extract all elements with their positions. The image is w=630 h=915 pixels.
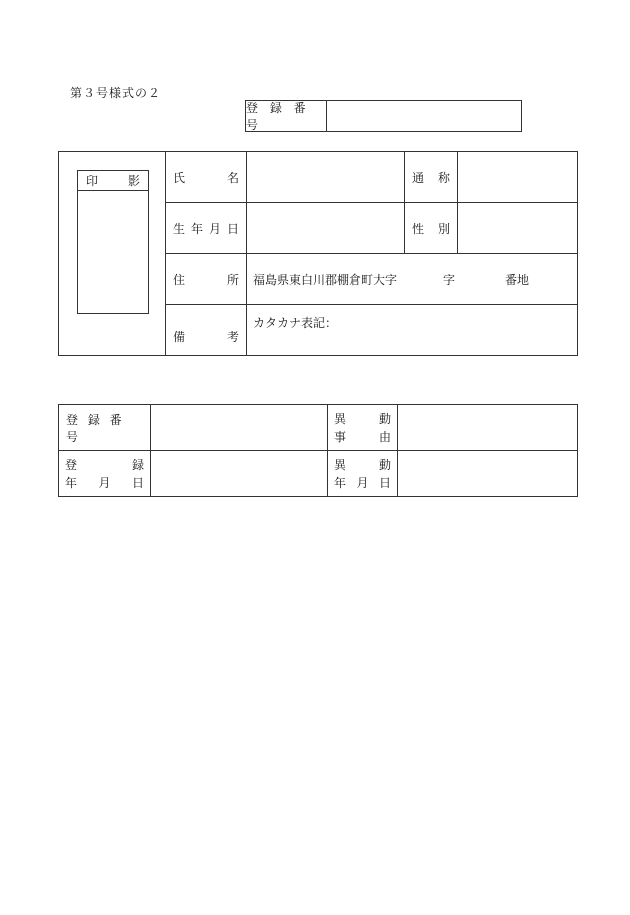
- change-date-label-cell: [328, 451, 398, 497]
- address-label-cell: [166, 254, 247, 305]
- registration-number-field[interactable]: [327, 101, 521, 131]
- reg-date-char: 登: [65, 457, 78, 472]
- sex-label-cell: [405, 203, 458, 254]
- change-date-char: 異: [334, 457, 347, 472]
- birth-label: [166, 220, 246, 237]
- address-prefix: 福島県東白川郡棚倉町大字: [253, 272, 398, 287]
- change-reason-char: 由: [378, 429, 391, 444]
- personal-info-table: [58, 151, 578, 356]
- photo-label: [78, 171, 148, 191]
- birth-label-char: 月: [208, 221, 221, 236]
- remarks-value: カタカナ表記：: [253, 316, 338, 330]
- name-row: [59, 152, 578, 203]
- registration-history-table: [58, 404, 578, 497]
- alias-label-char: 通: [412, 170, 425, 185]
- address-value: [247, 271, 577, 288]
- change-reason-char: 動: [378, 411, 391, 426]
- change-date-char: 月: [356, 475, 369, 490]
- change-date-field[interactable]: [398, 451, 578, 497]
- reg-date-label: [59, 452, 150, 496]
- name-label-cell: [166, 152, 247, 203]
- alias-field[interactable]: [458, 152, 578, 203]
- birth-label-char: 生: [173, 221, 186, 236]
- photo-cell: [59, 152, 166, 356]
- change-reason-label: [328, 406, 397, 450]
- reg-date-char: 月: [98, 475, 111, 490]
- name-label-char: 名: [226, 170, 239, 185]
- address-label-char: 所: [226, 272, 239, 287]
- address-banchi: 番地: [505, 272, 530, 287]
- change-date-char: 日: [378, 475, 391, 490]
- reg-date-field[interactable]: [151, 451, 328, 497]
- remarks-label-char: 考: [226, 329, 239, 344]
- history-row-2: [59, 451, 578, 497]
- name-label-char: 氏: [173, 170, 186, 185]
- sex-label-char: 性: [412, 221, 425, 236]
- name-field[interactable]: [247, 152, 405, 203]
- sex-field[interactable]: [458, 203, 578, 254]
- change-reason-char: 事: [334, 429, 347, 444]
- birth-label-char: 日: [226, 221, 239, 236]
- registration-number-box: [245, 100, 522, 132]
- remarks-field[interactable]: [247, 305, 578, 356]
- remarks-label-cell: [166, 305, 247, 356]
- change-date-char: 年: [334, 475, 347, 490]
- reg-number-label-cell: [59, 405, 151, 451]
- birth-date-field[interactable]: [247, 203, 405, 254]
- form-title: 第３号様式の２: [70, 86, 162, 100]
- remarks-label: [166, 328, 246, 345]
- change-reason-char: 異: [334, 411, 347, 426]
- change-date-char: 動: [378, 457, 391, 472]
- remarks-label-char: 備: [173, 329, 186, 344]
- alias-label-cell: [405, 152, 458, 203]
- reg-number-label: 登 録 番 号: [66, 412, 125, 444]
- reg-date-char: 日: [131, 475, 144, 490]
- photo-label-right: 影: [127, 174, 140, 188]
- registration-number-label: 登 録 番 号: [246, 101, 327, 131]
- address-field[interactable]: [247, 254, 578, 305]
- birth-label-char: 年: [190, 221, 203, 236]
- alias-label-char: 称: [437, 170, 450, 185]
- reg-date-char: 録: [131, 457, 144, 472]
- reg-date-label-cell: [59, 451, 151, 497]
- change-date-label: [328, 452, 397, 496]
- address-aza: 字: [443, 272, 456, 287]
- alias-label: [405, 169, 457, 186]
- address-label: [166, 271, 246, 288]
- address-label-char: 住: [173, 272, 186, 287]
- photo-frame: [77, 170, 149, 314]
- sex-label: [405, 220, 457, 237]
- change-reason-field[interactable]: [398, 405, 578, 451]
- reg-date-char: 年: [65, 475, 78, 490]
- reg-number-field[interactable]: [151, 405, 328, 451]
- birth-label-cell: [166, 203, 247, 254]
- change-reason-label-cell: [328, 405, 398, 451]
- history-row-1: [59, 405, 578, 451]
- photo-label-left: 印: [86, 174, 99, 188]
- sex-label-char: 別: [437, 221, 450, 236]
- name-label: [166, 169, 246, 186]
